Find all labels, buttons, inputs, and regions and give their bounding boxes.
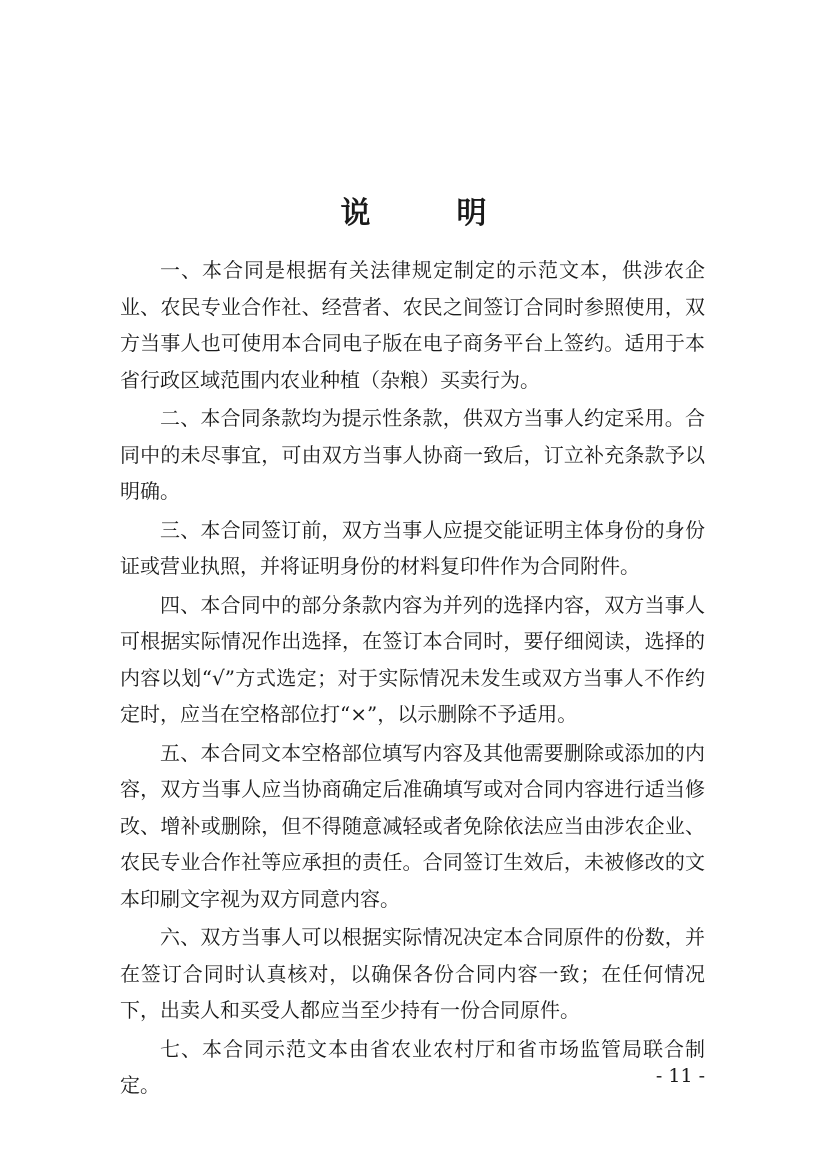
paragraph-5: 五、本合同文本空格部位填写内容及其他需要删除或添加的内容，双方当事人应当协商确定后准确填写或对合同内容进行适当修改、增补或删除，但不得随意减轻或者免除依法应当由涉农企业、农民专业合作社等应承担的责任。合同签订生效后，未被修改的文本印刷文字视为双方同意内容。 [120,740,705,911]
page-number: - 11 - [655,1065,705,1087]
paragraph-7: 七、本合同示范文本由省农业农村厅和省市场监管局联合制定。 [120,1036,705,1097]
paragraph-1: 一、本合同是根据有关法律规定制定的示范文本，供涉农企业、农民专业合作社、经营者、农民之间签订合同时参照使用，双方当事人也可使用本合同电子版在电子商务平台上签约。适用于本省行政区域范围内农业种植（杂粮）买卖行为。 [120,258,705,392]
paragraph-6: 六、双方当事人可以根据实际情况决定本合同原件的份数，并在签订合同时认真核对，以确保各份合同内容一致；在任何情况下，出卖人和买受人都应当至少持有一份合同原件。 [120,925,705,1022]
paragraph-4: 四、本合同中的部分条款内容为并列的选择内容，双方当事人可根据实际情况作出选择，在签订本合同时，要仔细阅读，选择的内容以划“√”方式选定；对于实际情况未发生或双方当事人不作约定时，应当在空格部位打“×”，以示删除不予适用。 [120,592,705,726]
document-body [120,252,705,1106]
paragraph-3: 三、本合同签订前，双方当事人应提交能证明主体身份的身份证或营业执照，并将证明身份的材料复印件作为合同附件。 [120,517,705,578]
paragraph-2: 二、本合同条款均为提示性条款，供双方当事人约定采用。合同中的未尽事宜，可由双方当事人协商一致后，订立补充条款予以明确。 [120,406,705,503]
page-title: 说 明 [340,196,515,231]
